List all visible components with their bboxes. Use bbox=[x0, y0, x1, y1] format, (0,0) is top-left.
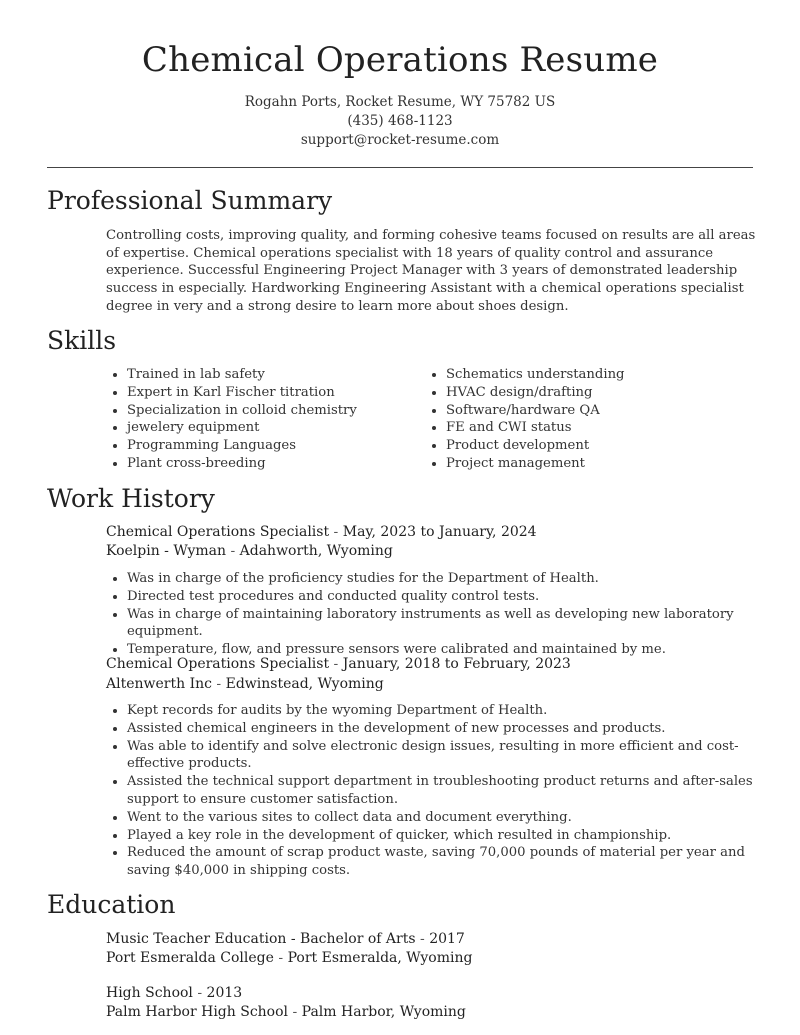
job-title-line bbox=[106, 524, 537, 540]
job-bullet: • Temperature, flow, and pressure sensors were calibrated and maintained by me. bbox=[127, 641, 767, 659]
job-title: Chemical Operations Specialist bbox=[106, 656, 330, 672]
education-year: 2013 bbox=[206, 985, 243, 1001]
job-company: Koelpin - Wyman bbox=[106, 543, 226, 559]
skills-list-left bbox=[106, 366, 417, 473]
job-dates: January, 2018 to February, 2023 bbox=[342, 656, 571, 672]
separator: - bbox=[226, 543, 240, 559]
skill-item: • Specialization in colloid chemistry bbox=[127, 402, 417, 420]
education-degree: High School bbox=[106, 985, 193, 1001]
separator: - bbox=[211, 676, 226, 692]
job-bullet: • Directed test procedures and conducted quality control tests. bbox=[127, 588, 767, 606]
work-heading: Work History bbox=[47, 484, 215, 513]
job-bullet: • Was in charge of the proficiency studies for the Department of Health. bbox=[127, 570, 767, 588]
job-bullet: • Went to the various sites to collect data and document everything. bbox=[127, 809, 777, 827]
skill-item: • jewelery equipment bbox=[127, 419, 417, 437]
skill-item: • Programming Languages bbox=[127, 437, 417, 455]
skill-item: • Product development bbox=[446, 437, 746, 455]
skill-item: • Expert in Karl Fischer titration bbox=[127, 384, 417, 402]
skills-heading: Skills bbox=[47, 326, 117, 355]
education-degree-line bbox=[106, 985, 242, 1001]
job-bullets bbox=[106, 702, 777, 880]
education-location: Palm Harbor, Wyoming bbox=[301, 1004, 466, 1020]
education-heading: Education bbox=[47, 890, 176, 919]
education-degree: Music Teacher Education - Bachelor of Arts bbox=[106, 931, 416, 947]
job-bullet: • Assisted chemical engineers in the development of new processes and products. bbox=[127, 720, 777, 738]
education-school-line bbox=[106, 950, 472, 966]
skills-list-right bbox=[425, 366, 746, 473]
job-title-line bbox=[106, 656, 571, 672]
job-bullet: • Was able to identify and solve electronic design issues, resulting in more efficient and cost-effective products. bbox=[127, 738, 777, 774]
education-location: Port Esmeralda, Wyoming bbox=[287, 950, 473, 966]
skill-item: • Project management bbox=[446, 455, 746, 473]
skill-item: • Schematics understanding bbox=[446, 366, 746, 384]
job-bullet: • Reduced the amount of scrap product waste, saving 70,000 pounds of material per year and saving $40,000 in shipping costs. bbox=[127, 844, 777, 880]
skill-item: • Software/hardware QA bbox=[446, 402, 746, 420]
skill-item: • Plant cross-breeding bbox=[127, 455, 417, 473]
job-company-line bbox=[106, 676, 384, 692]
job-company: Altenwerth Inc bbox=[106, 676, 212, 692]
separator: - bbox=[273, 950, 288, 966]
summary-text: Controlling costs, improving quality, and forming cohesive teams focused on results are all areas of expertise. Chemical operations specialist with 18 years of quality control and assurance experience. Successful Engineering Project Manager with 3 years of demonstrated leadership success in especially. Hardworking Engineering Assistant with a chemical operations specialist degree in very and a strong desire to learn more about shoes design. bbox=[106, 228, 756, 314]
job-location: Edwinstead, Wyoming bbox=[225, 676, 384, 692]
contact-address: Rogahn Ports, Rocket Resume, WY 75782 US bbox=[244, 94, 556, 110]
contact-email: support@rocket-resume.com bbox=[300, 132, 500, 148]
job-bullet: • Kept records for audits by the wyoming Department of Health. bbox=[127, 702, 777, 720]
education-year: 2017 bbox=[429, 931, 465, 947]
job-location: Adahworth, Wyoming bbox=[239, 543, 393, 559]
summary-heading: Professional Summary bbox=[47, 186, 333, 215]
separator: - bbox=[288, 1004, 302, 1020]
job-title: Chemical Operations Specialist bbox=[106, 524, 330, 540]
education-degree-line bbox=[106, 931, 465, 947]
separator: - bbox=[329, 524, 343, 540]
job-dates: May, 2023 to January, 2024 bbox=[342, 524, 537, 540]
skill-item: • HVAC design/drafting bbox=[446, 384, 746, 402]
job-bullet: • Played a key role in the development of quicker, which resulted in championship. bbox=[127, 827, 777, 845]
job-bullet: • Assisted the technical support department in troubleshooting product returns and after-sales support to ensure customer satisfaction. bbox=[127, 773, 777, 809]
separator: - bbox=[192, 985, 207, 1001]
skill-item: • Trained in lab safety bbox=[127, 366, 417, 384]
education-school-line bbox=[106, 1004, 466, 1020]
header-divider bbox=[47, 167, 753, 168]
job-company-line bbox=[106, 543, 393, 559]
separator: - bbox=[415, 931, 430, 947]
skill-item: • FE and CWI status bbox=[446, 419, 746, 437]
job-bullet: • Was in charge of maintaining laboratory instruments as well as developing new laboratory equipment. bbox=[127, 606, 767, 642]
contact-phone: (435) 468-1123 bbox=[347, 113, 453, 129]
education-school: Palm Harbor High School bbox=[106, 1004, 289, 1020]
education-school: Port Esmeralda College bbox=[106, 950, 274, 966]
job-bullets bbox=[106, 570, 767, 659]
separator: - bbox=[329, 656, 343, 672]
resume-title: Chemical Operations Resume bbox=[141, 40, 659, 80]
